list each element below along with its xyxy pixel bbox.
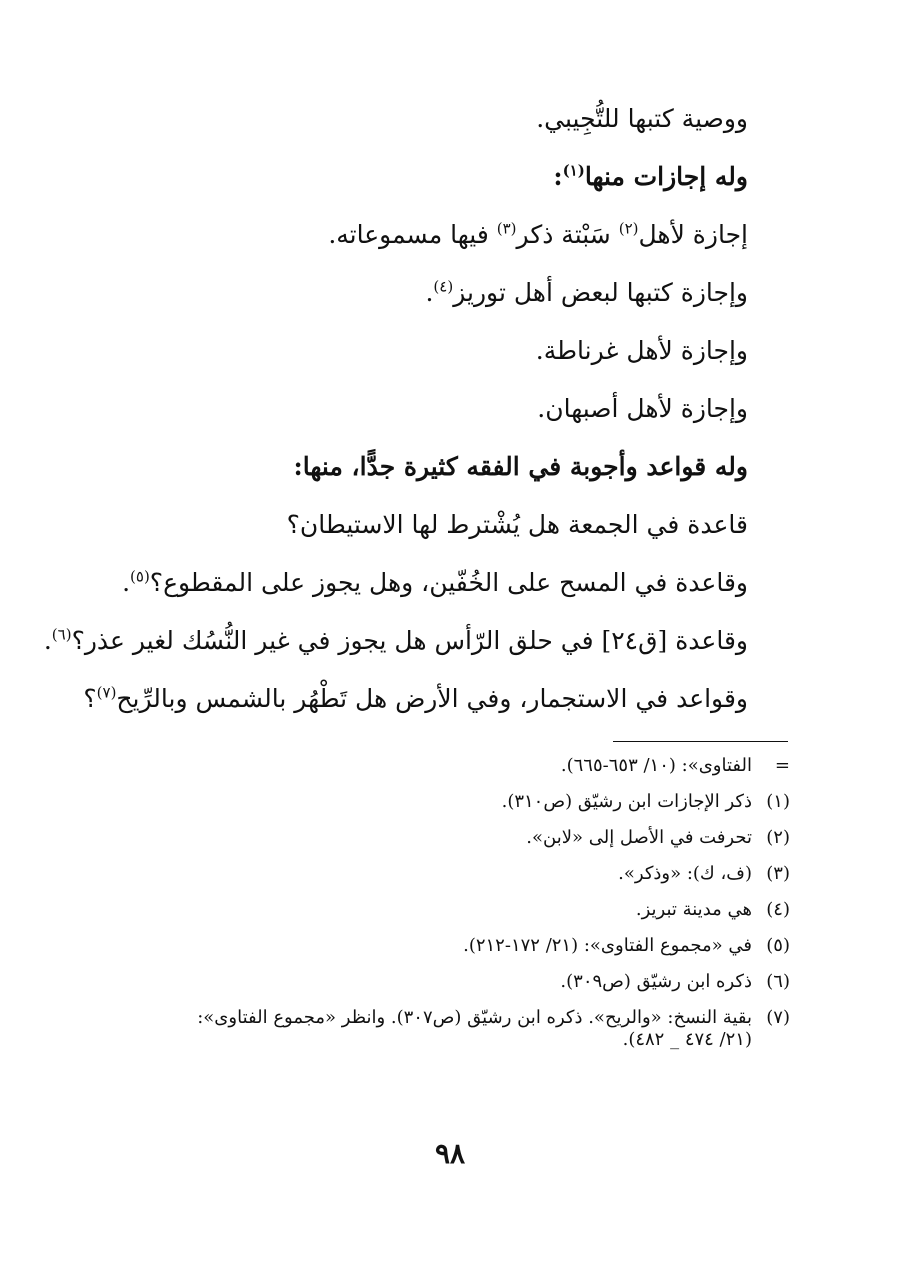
text-line: وقاعدة [ق٢٤] في حلق الرّأس هل يجوز في غير النُّسُك لغير عذر؟$^{(٦)}$. — [43, 625, 748, 655]
footnote-ref[interactable]: (٧) — [96, 683, 117, 702]
footnote-text: (ف، ك): «وذكر». — [618, 863, 752, 884]
text-line: وإجازة لأهل غرناطة. — [535, 336, 748, 365]
text-line: ووصية كتبها للتُّجِيبي. — [536, 104, 748, 133]
footnote-mark: (٤) — [766, 899, 790, 920]
page-number: ٩٨ — [434, 1137, 466, 1170]
footnote-text: ذكره ابن رشيّق (ص٣٠٩). — [560, 971, 752, 992]
footnote-mark: (٥) — [766, 935, 790, 956]
footnote-ref[interactable]: (١) — [562, 161, 585, 180]
footnote-text: الفتاوى»: (١٠/ ٦٥٣-٦٦٥). — [560, 755, 752, 776]
footnote-ref[interactable]: (٦) — [51, 625, 72, 644]
footnote-item — [100, 899, 790, 935]
text-line: إجازة لأهل$^{(٢)}$ سَبْتة ذكر$^{(٣)}$ فيها مسموعاته. — [328, 219, 748, 249]
footnote-item — [100, 863, 790, 899]
footnote-item — [100, 827, 790, 863]
footnotes-block — [100, 755, 790, 1051]
footnote-separator — [613, 741, 788, 742]
footnote-ref[interactable]: (٥) — [130, 567, 150, 586]
footnote-ref[interactable]: (٤) — [433, 277, 454, 296]
footnote-mark: (٢) — [766, 827, 790, 848]
footnote-item — [100, 755, 790, 791]
footnote-mark: (٦) — [766, 971, 790, 992]
footnote-mark: (٣) — [766, 863, 790, 884]
footnote-text: ذكر الإجازات ابن رشيّق (ص٣١٠). — [501, 791, 752, 812]
main-text-block — [43, 104, 748, 742]
footnote-mark: (١) — [766, 791, 790, 812]
footnote-item — [100, 1007, 790, 1051]
footnote-ref[interactable]: (٣) — [496, 219, 517, 238]
footnote-item — [100, 971, 790, 1007]
footnote-text — [112, 1007, 752, 1051]
text-line: وله قواعد وأجوبة في الفقه كثيرة جدًّا، منها: — [293, 452, 748, 481]
footnote-text: هي مدينة تبريز. — [635, 899, 752, 920]
footnote-item — [100, 935, 790, 971]
footnote-item — [100, 791, 790, 827]
text-line: وقاعدة في المسح على الخُفّين، وهل يجوز على المقطوع؟$^{(٥)}$. — [122, 567, 748, 597]
footnote-mark: (٧) — [766, 1007, 790, 1028]
footnote-ref[interactable]: (٢) — [618, 219, 639, 238]
text-line: وإجازة كتبها لبعض أهل توريز$^{(٤)}$. — [425, 277, 748, 307]
footnote-text-line: (٢١/ ٤٧٤ _ ٤٨٢). — [622, 1029, 752, 1050]
text-line: قاعدة في الجمعة هل يُشْترط لها الاستيطان؟ — [286, 510, 748, 539]
footnote-text: في «مجموع الفتاوى»: (٢١/ ١٧٢-٢١٢). — [463, 935, 752, 956]
text-line: وله إجازات منها$^{(١)}$: — [553, 161, 748, 191]
footnote-text-line: بقية النسخ: «والريح». ذكره ابن رشيّق (ص٣٠٧). وانظر «مجموع الفتاوى»: — [197, 1007, 752, 1028]
footnote-text: تحرفت في الأصل إلى «لابن». — [526, 827, 752, 848]
footnote-mark: = — [774, 755, 790, 776]
text-line: وقواعد في الاستجمار، وفي الأرض هل تَطْهُر بالشمس وبالرِّيح$^{(٧)}$؟ — [83, 683, 748, 713]
text-line: وإجازة لأهل أصبهان. — [537, 394, 748, 423]
